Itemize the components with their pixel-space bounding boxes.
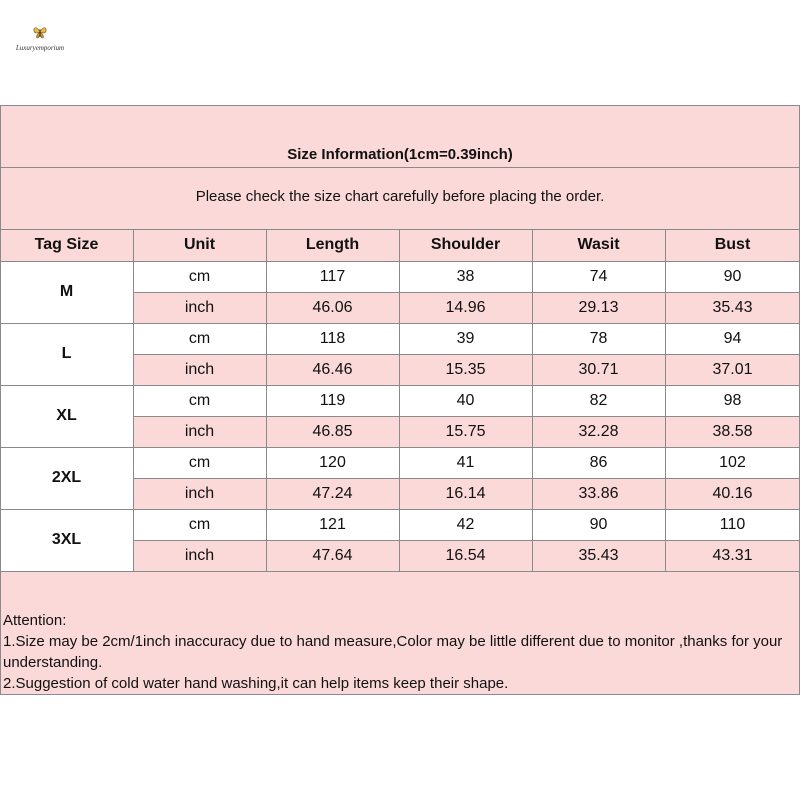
size-chart	[0, 105, 800, 695]
table-cell: 98	[723, 391, 742, 409]
column-header: Tag Size	[34, 236, 99, 253]
table-cell: 90	[723, 267, 742, 285]
table-cell: 118	[319, 329, 346, 347]
table-cell: 47.64	[312, 546, 353, 564]
table-cell: cm	[188, 391, 211, 409]
table-cell: 78	[589, 329, 608, 347]
butterfly-icon	[32, 24, 48, 40]
column-header: Shoulder	[430, 236, 501, 253]
table-cell: 15.35	[445, 360, 486, 378]
table-cell: inch	[184, 484, 215, 502]
table-cell: 35.43	[712, 298, 753, 316]
tag-size-cell: XL	[0, 385, 133, 447]
table-cell: 86	[589, 453, 608, 471]
table-cell: 46.85	[312, 422, 353, 440]
logo-text: Luxuryemporium	[15, 44, 65, 52]
table-header-row	[0, 229, 800, 261]
table-cell: 110	[719, 515, 746, 533]
grid-line	[0, 385, 800, 386]
table-cell: 39	[456, 329, 475, 347]
table-cell: 29.13	[578, 298, 619, 316]
table-cell: 119	[319, 391, 346, 409]
table-cell: inch	[184, 298, 215, 316]
tag-size-cell: 2XL	[0, 447, 133, 509]
table-cell: inch	[184, 360, 215, 378]
table-cell: 74	[589, 267, 608, 285]
table-cell: cm	[188, 329, 211, 347]
grid-line	[399, 229, 400, 571]
table-cell: 46.46	[312, 360, 353, 378]
grid-line	[532, 229, 533, 571]
table-cell: 117	[319, 267, 346, 285]
table-cell: 30.71	[578, 360, 619, 378]
grid-line	[665, 229, 666, 571]
table-cell: 15.75	[445, 422, 486, 440]
table-cell: 82	[589, 391, 608, 409]
grid-line	[0, 323, 800, 324]
table-cell: 42	[456, 515, 475, 533]
grid-line	[133, 292, 800, 293]
table-cell: 102	[719, 453, 746, 471]
table-cell: 32.28	[578, 422, 619, 440]
grid-line	[266, 229, 267, 571]
table-cell: 35.43	[578, 546, 619, 564]
page-title: Size Information(1cm=0.39inch)	[287, 146, 513, 163]
table-cell: 120	[319, 453, 346, 471]
table-cell: cm	[188, 453, 211, 471]
table-cell: 41	[456, 453, 475, 471]
column-header: Wasit	[577, 236, 620, 253]
divider	[0, 229, 800, 230]
column-header: Length	[305, 236, 360, 253]
grid-line	[133, 354, 800, 355]
table-cell: 14.96	[445, 298, 486, 316]
table-cell: cm	[188, 515, 211, 533]
table-cell: 40	[456, 391, 475, 409]
table-cell: 121	[319, 515, 346, 533]
notes-line-1: 1.Size may be 2cm/1inch inaccuracy due to hand measure,Color may be little different due to monitor ,thanks for your understanding.	[3, 633, 783, 671]
grid-line	[0, 447, 800, 448]
table-cell: 40.16	[712, 484, 753, 502]
grid-line	[133, 229, 134, 571]
table-cell: 43.31	[712, 546, 753, 564]
divider	[0, 167, 800, 168]
table-cell: inch	[184, 546, 215, 564]
grid-line	[133, 416, 800, 417]
table-cell: 90	[589, 515, 608, 533]
table-cell: 33.86	[578, 484, 619, 502]
table-cell: 46.06	[312, 298, 353, 316]
table-cell: 38.58	[712, 422, 753, 440]
tag-size-cell: L	[0, 323, 133, 385]
table-cell: 47.24	[312, 484, 353, 502]
table-cell: 16.54	[445, 546, 486, 564]
grid-line	[0, 571, 800, 572]
attention-notes	[3, 610, 798, 694]
size-table	[0, 229, 800, 569]
table-cell: 37.01	[712, 360, 753, 378]
table-cell: inch	[184, 422, 215, 440]
grid-line	[133, 478, 800, 479]
tag-size-cell: M	[0, 261, 133, 323]
column-header: Bust	[714, 236, 751, 253]
notes-line-2: 2.Suggestion of cold water hand washing,it can help items keep their shape.	[3, 675, 509, 692]
table-cell: 94	[723, 329, 742, 347]
subtitle: Please check the size chart carefully before placing the order.	[195, 188, 605, 205]
grid-line	[133, 540, 800, 541]
table-cell: cm	[188, 267, 211, 285]
grid-line	[0, 261, 800, 262]
brand-logo	[0, 24, 80, 56]
tag-size-cell: 3XL	[0, 509, 133, 571]
column-header: Unit	[183, 236, 216, 253]
table-cell: 16.14	[445, 484, 486, 502]
notes-heading: Attention:	[3, 612, 67, 629]
grid-line	[0, 509, 800, 510]
table-cell: 38	[456, 267, 475, 285]
